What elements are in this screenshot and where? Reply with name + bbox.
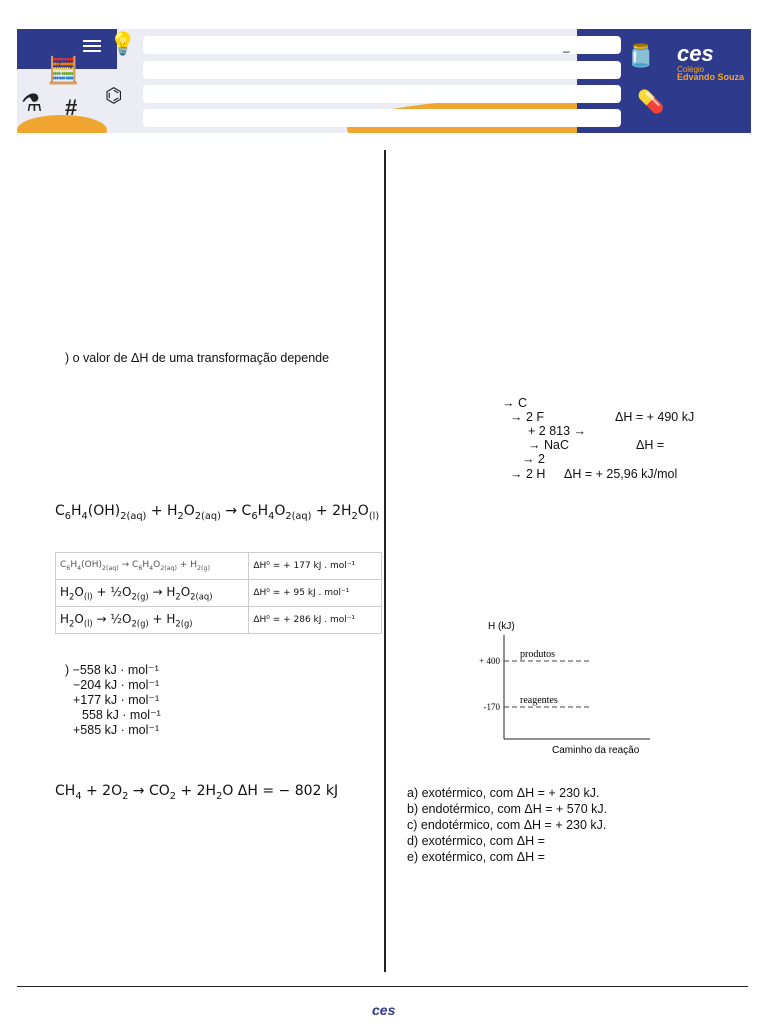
table-reaction-cell: $C_6H_4(OH)_{2(aq)} \to C_6H_4O_{2(aq)} + H_{2(g)}$ [56, 553, 249, 580]
option-d[interactable]: 558 kJ · mol⁻¹ [82, 708, 161, 722]
column-divider [384, 150, 386, 972]
level-label-produtos: produtos [520, 649, 555, 660]
step-6-dh: ΔH = + 25,96 kJ/mol [564, 467, 678, 481]
step-4: → NaC [528, 438, 569, 452]
answer-c[interactable]: c) endotérmico, com ΔH = + 230 kJ. [407, 818, 607, 832]
enthalpy-table [55, 552, 382, 634]
logo-name: Edvando Souza [677, 72, 745, 82]
step-2: → 2 F [510, 410, 545, 424]
header-banner [17, 29, 751, 133]
level-tick-reagentes: -170 [483, 702, 500, 712]
table-reaction-cell: $H_2O_{(l)}$ → $\frac{1}{2}O_{2(g)} + H_{2(g)}$ [56, 607, 249, 634]
step-2-dh: ΔH = + 490 kJ [615, 410, 695, 424]
table-row [56, 553, 382, 580]
table-dh-cell: ΔH⁰ = + 286 kJ . mol⁻¹ [249, 607, 382, 634]
lightbulb-icon: 💡 [109, 31, 137, 56]
level-tick-produtos: + 400 [479, 656, 500, 666]
option-a[interactable]: ) −558 kJ · mol⁻¹ [65, 663, 159, 677]
step-5: → 2 [522, 452, 545, 466]
option-b[interactable]: −204 kJ · mol⁻¹ [73, 678, 160, 692]
step-3: + 2 813 → [528, 424, 587, 438]
level-label-reagentes: reagentes [520, 695, 558, 706]
school-logo [677, 41, 747, 101]
statement-text: ) o valor de ΔH de uma transformação depende [65, 351, 330, 365]
x-axis-label: Caminho da reação [552, 745, 640, 756]
option-c[interactable]: +177 kJ · mol⁻¹ [73, 693, 160, 707]
chemical-equation-1: $C_6H_4(OH)_{2(aq)} + H_2O_{2(aq)} \to C_6H_4O_{2(aq)} + 2H_2O_{(l)}$ [55, 503, 380, 522]
step-6: → 2 H [510, 467, 546, 481]
header-dash: – [563, 44, 570, 58]
molecule-icon: ⌬ [105, 85, 123, 107]
jar-icon: 🫙 [627, 43, 655, 68]
footer-line [17, 986, 748, 987]
header-field-3[interactable] [143, 85, 621, 103]
footer-logo-mark: ces [372, 1002, 396, 1018]
y-axis-label: H (kJ) [488, 621, 515, 632]
answer-a[interactable]: a) exotérmico, com ΔH = + 230 kJ. [407, 786, 600, 800]
logo-subtitle: Colégio [677, 65, 705, 74]
enthalpy-levels [479, 649, 590, 712]
header-field-4[interactable] [143, 109, 621, 127]
option-e[interactable]: +585 kJ · mol⁻¹ [73, 723, 160, 737]
answer-d[interactable]: d) exotérmico, com ΔH = [407, 834, 545, 848]
pill-icon: 💊 [637, 89, 665, 114]
hashtag-icon: # [65, 95, 78, 120]
step-4-dh: ΔH = [636, 438, 665, 452]
header-field-2[interactable] [143, 61, 621, 79]
table-row [56, 580, 382, 607]
header-field-1[interactable] [143, 36, 621, 58]
table-dh-cell: ΔH⁰ = + 177 kJ . mol⁻¹ [249, 553, 382, 580]
footer-logo [372, 1002, 395, 1018]
logo-mark: ces [677, 41, 714, 66]
answer-e[interactable]: e) exotérmico, com ΔH = [407, 850, 545, 864]
chemical-equation-2: $CH_4 + 2O_2 \to CO_2 + 2H_2O$ ΔH = − 802 kJ [55, 783, 339, 802]
flask-icon: ⚗ [21, 90, 43, 117]
enthalpy-diagram [440, 615, 660, 760]
step-1: → C [502, 396, 527, 410]
table-dh-cell: ΔH⁰ = + 95 kJ . mol⁻¹ [249, 580, 382, 607]
table-row [56, 607, 382, 634]
calculator-icon: 🧮 [47, 55, 80, 85]
answer-b[interactable]: b) endotérmico, com ΔH = + 570 kJ. [407, 802, 608, 816]
table-reaction-cell: $H_2O_{(l)}$ + $\frac{1}{2}O_{2(g)} \to H_2O_{2(aq)}$ [56, 580, 249, 607]
menu-icon[interactable] [83, 37, 101, 55]
